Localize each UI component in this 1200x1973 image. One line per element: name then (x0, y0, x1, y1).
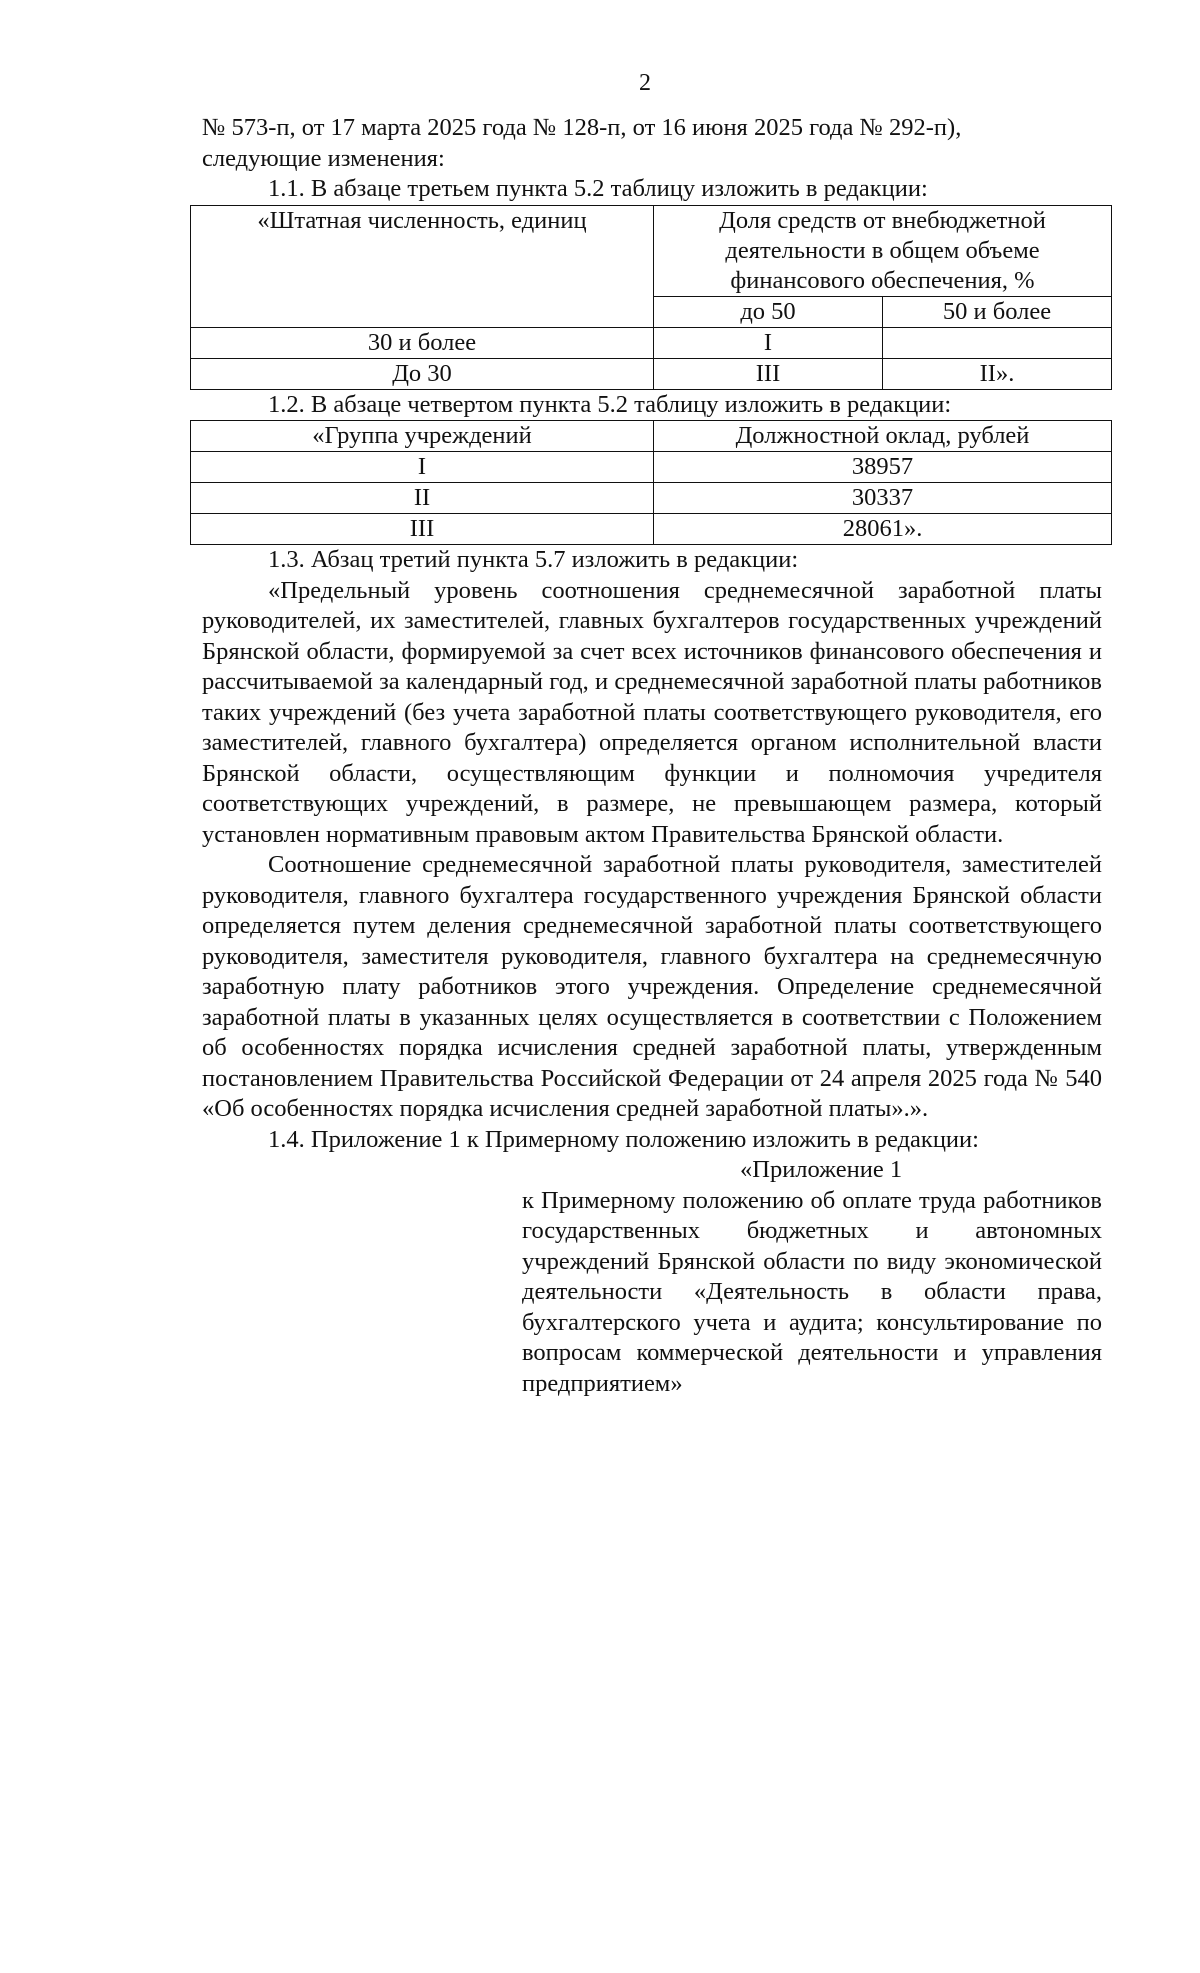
paragraph-1: «Предельный уровень соотношения среднемесячной заработной платы руководителей, их заместителей, главных бухгалтеров государственных учреждений Брянской области, формируемой за счет всех источников финансового обеспечения и рассчитываемой за календарный год, и среднемесячной заработной платы работников таких учреждений (без учета заработной платы соответствующего руководителя, его заместителей, главного бухгалтера) определяется органом исполнительной власти Брянской области, осуществляющим функции и полномочия учредителя соответствующих учреждений, в размере, не превышающем размера, который установлен нормативным правовым актом Правительства Брянской области. (202, 576, 1102, 848)
staff-table-cell: III (654, 358, 883, 389)
item-1-1: 1.1. В абзаце третьем пункта 5.2 таблицу изложить в редакции: (268, 175, 928, 202)
salary-table-cell: III (191, 514, 654, 545)
appendix-heading: «Приложение 1 (740, 1156, 903, 1183)
staff-table (190, 205, 1112, 390)
table-row (191, 452, 1112, 483)
staff-table-cell (883, 327, 1112, 358)
staff-table-cell: II». (883, 358, 1112, 389)
staff-table-cell: I (654, 327, 883, 358)
staff-table-header-left: «Штатная численность, единиц (191, 205, 654, 327)
table-row (191, 483, 1112, 514)
staff-table-cell: До 30 (191, 358, 654, 389)
page-number: 2 (639, 70, 651, 96)
item-1-3: 1.3. Абзац третий пункта 5.7 изложить в редакции: (268, 546, 799, 573)
document-body (202, 113, 1102, 1399)
intro-line-2: следующие изменения: (202, 144, 445, 172)
salary-table-cell: 38957 (654, 452, 1112, 483)
item-1-2: 1.2. В абзаце четвертом пункта 5.2 таблицу изложить в редакции: (268, 390, 952, 418)
salary-table-cell: 30337 (654, 483, 1112, 514)
salary-table-header-left: «Группа учреждений (191, 421, 654, 452)
staff-table-cell: 30 и более (191, 327, 654, 358)
item-1-4: 1.4. Приложение 1 к Примерному положению изложить в редакции: (268, 1125, 979, 1153)
table-row (191, 358, 1112, 389)
appendix-text: к Примерному положению об оплате труда работников государственных бюджетных и автономных учреждений Брянской области по виду экономической деятельности «Деятельность в области права, бухгалтерского учета и аудита; консультирование по вопросам коммерческой деятельности и управления предприятием» (522, 1186, 1102, 1397)
salary-table (190, 420, 1112, 545)
paragraph-2: Соотношение среднемесячной заработной платы руководителя, заместителей руководителя, главного бухгалтера государственного учреждения Брянской области определяется путем деления среднемесячной заработной платы соответствующего руководителя, заместителя руководителя, главного бухгалтера на среднемесячную заработную плату работников этого учреждения. Определение среднемесячной заработной платы в указанных целях осуществляется в соответствии с Положением об особенностях порядка исчисления средней заработной платы, утвержденным постановлением Правительства Российской Федерации от 24 апреля 2025 года № 540 «Об особенностях порядка исчисления средней заработной платы».». (202, 851, 1102, 1122)
staff-table-subheader-2: 50 и более (883, 296, 1112, 327)
staff-table-subheader-1: до 50 (654, 296, 883, 327)
salary-table-cell: 28061». (654, 514, 1112, 545)
salary-table-header-right: Должностной оклад, рублей (654, 421, 1112, 452)
salary-table-cell: II (191, 483, 654, 514)
salary-table-cell: I (191, 452, 654, 483)
staff-table-header-right: Доля средств от внебюджетной деятельности в общем объеме финансового обеспечения, % (654, 205, 1112, 296)
appendix-block (522, 1155, 1102, 1399)
table-row (191, 514, 1112, 545)
table-row (191, 327, 1112, 358)
intro-line-1: № 573-п, от 17 марта 2025 года № 128-п, от 16 июня 2025 года № 292-п), (202, 114, 962, 141)
